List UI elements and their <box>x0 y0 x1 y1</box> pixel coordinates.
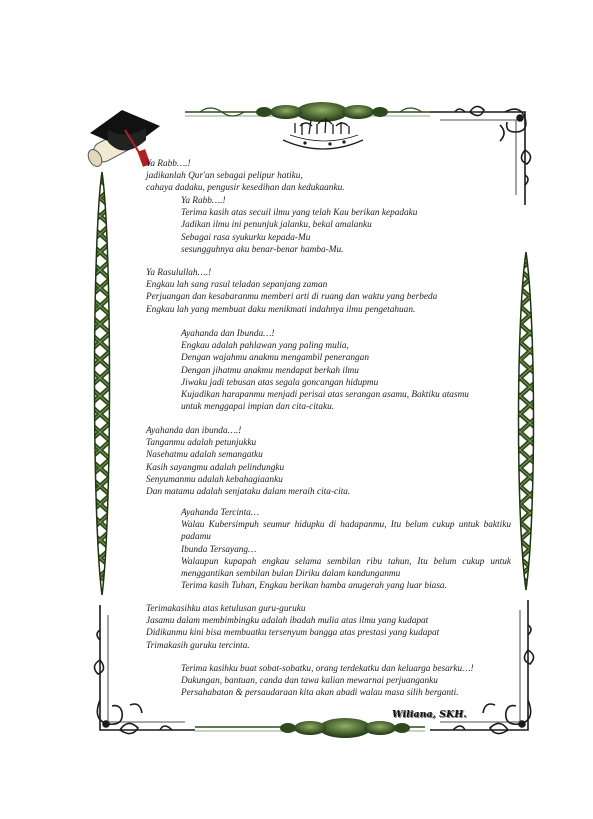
text-line: Nasehatmu adalah semangatku <box>146 450 263 461</box>
text-line: Terima kasih Tuhan, Engkau berikan hamba anugerah yang luar biasa. <box>181 581 447 592</box>
text-line: Trimakasih guruku tercinta. <box>146 640 250 651</box>
parents-block-3 <box>181 507 511 592</box>
text-line: untuk menggapai impian dan cita-citaku. <box>181 402 335 413</box>
text-line: Ya Rasulullah….! <box>146 268 212 278</box>
text-line: Engkau lah sang rasul teladan sepanjang zaman <box>146 280 328 291</box>
prayer-block-2 <box>181 195 417 256</box>
text-paragraph: Walaupun kupapah engkau selama sembilan ribu tahun, Itu belum cukup untuk menggantikan sembilan bulan Diriku dalam kandunganmu <box>181 556 511 580</box>
text-line: Kasih sayangmu adalah pelindungku <box>146 462 285 473</box>
text-line: Senyumanmu adalah kebahagiaanku <box>146 474 283 485</box>
text-line: Ya Rabb….! <box>181 196 226 206</box>
rasulullah-block <box>146 267 437 316</box>
arabic-calligraphy-basmalah-icon <box>283 118 363 149</box>
text-line: Dengan wajahmu anakmu mengambil penerangan <box>181 353 369 364</box>
parents-block-1 <box>181 328 469 413</box>
left-braid-ornament <box>95 172 110 595</box>
text-line: Kujadikan harapanmu menjadi perisai atas serangan asamu, Baktiku atasmu <box>181 390 469 401</box>
text-line: Engkau adalah pahlawan yang paling mulia, <box>181 341 349 352</box>
friends-block <box>181 663 474 700</box>
text-line: Terima kasih atas secuil ilmu yang telah Kau berikan kepadaku <box>181 208 418 219</box>
text-line: Tanganmu adalah petunjukku <box>146 438 257 449</box>
parents-block-2 <box>146 425 350 498</box>
text-line: jadikanlah Qur'an sebagai pelipur hatiku, <box>146 171 303 182</box>
text-line: Perjuangan dan kesabaranmu memberi arti di ruang dan waktu yang berbeda <box>146 292 438 303</box>
text-line: Ayahanda dan Ibunda…! <box>181 329 275 339</box>
text-line: Sebagai rasa syukurku kepada-Mu <box>181 232 311 243</box>
text-line: Ibunda Tersayang… <box>181 544 257 555</box>
text-line: Ayahanda dan ibunda….! <box>146 426 242 436</box>
text-line: Engkau lah yang membuat daku menikmati indahnya ilmu pengetahuan. <box>146 304 416 315</box>
corner-ornament-top-right <box>430 106 531 205</box>
text-line: Dukungan, bantuan, canda dan tawa kalian mewarnai perjuanganku <box>181 676 438 687</box>
text-line: Ayahanda Tercinta… <box>181 508 260 518</box>
text-line: sesungguhnya aku benar-benar hamba-Mu. <box>181 244 344 255</box>
text-line: Didikanmu kini bisa membuatku tersenyum bangga atas prestasi yang kudapat <box>146 628 440 639</box>
right-braid-ornament <box>519 252 534 590</box>
text-line: Jasamu dalam membimbingku adalah ibadah mulia atas ilmu yang kudapat <box>146 616 429 627</box>
bottom-vine-ornament <box>195 718 425 738</box>
text-line: Jiwaku jadi tebusan atas segala goncangan hidupmu <box>181 377 379 388</box>
text-line: Jadikan ilmu ini penunjuk jalanku, bekal amalanku <box>181 220 372 231</box>
text-line: Dengan jihatmu anakmu mendapat berkah ilmu <box>181 365 359 376</box>
signature: Wiliana, SKH. <box>392 709 467 720</box>
teachers-block <box>146 603 439 652</box>
text-line: Persahabatan & persaudaraan kita akan abadi walau masa silih berganti. <box>181 688 459 699</box>
text-line: Dan matamu adalah senjataku dalam meraih cita-cita. <box>146 487 351 498</box>
prayer-block-1 <box>146 158 345 195</box>
text-line: Ya Rabb….! <box>146 159 191 169</box>
text-line: cahaya dadaku, pengusir kesedihan dan kedukaanku. <box>146 183 345 194</box>
text-paragraph: Walau Kubersimpuh seumur hidupku di hadapanmu, Itu belum cukup untuk baktiku padamu <box>181 520 511 543</box>
text-line: Terima kasihku buat sobat-sobatku, orang terdekatku dan keluarga besarku…! <box>181 664 474 674</box>
text-line: Terimakasihku atas ketulusan guru-guruku <box>146 604 306 614</box>
top-vine-ornament <box>185 102 430 122</box>
